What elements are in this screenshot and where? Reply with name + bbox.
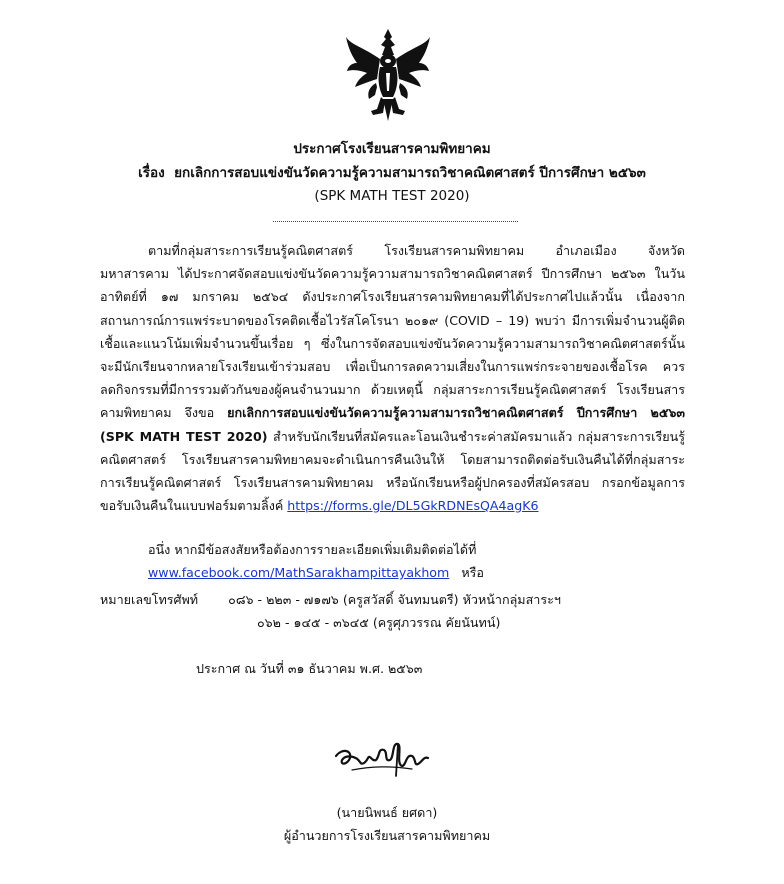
body-line — [100, 494, 685, 517]
announcement-subtitle: (SPK MATH TEST 2020) — [314, 188, 470, 204]
or-text: หรือ — [461, 565, 484, 580]
body-line: การเรียนรู้คณิตศาสตร์ โรงเรียนสารคามพิทยาคม หรือนักเรียนหรือผู้ปกครองที่สมัครสอบ กรอกข้อมูลการ — [100, 474, 685, 490]
body-line: ลดกิจกรรมที่มีการรวมตัวกันของผู้คนจำนวนมาก ด้วยเหตุนี้ กลุ่มสาระการเรียนรู้คณิตศาสตร์ โรงเรียนสาร — [100, 382, 685, 398]
body-line: อาทิตย์ที่ ๑๗ มกราคม ๒๕๖๔ ดังประกาศโรงเรียนสารคามพิทยาคมที่ได้ประกาศไปแล้วนั้น เนื่องจาก — [100, 289, 685, 305]
phone-contact-person: (ครูศุภวรรณ คัยนันทน์) — [372, 615, 501, 630]
body-line: จะมีนักเรียนจากหลายโรงเรียนเข้าร่วมสอบ เพื่อเป็นการลดความเสี่ยงในการแพร่กระจายของเชื้อโรค ควร — [100, 358, 685, 374]
announcement-subject — [0, 164, 784, 182]
body-text: คามพิทยาคม จึงขอ — [100, 405, 215, 421]
phone-row — [257, 613, 500, 633]
phone-number: ๐๖๒ - ๑๔๕ - ๓๖๔๕ — [257, 615, 369, 630]
body-line: สถานการณ์การแพร่ระบาดของโรคติดเชื้อไวรัสโคโรนา ๒๐๑๙ (COVID – 19) พบว่า มีการเพิ่มจำนวนผู้ติด — [100, 312, 685, 328]
cancellation-notice: ยกเลิกการสอบแข่งขันวัดความรู้ความสามารถวิชาคณิตศาสตร์ ปีการศึกษา ๒๕๖๓ — [227, 405, 685, 421]
signature-icon — [332, 736, 432, 781]
subject-label: เรื่อง — [138, 165, 165, 181]
announcement-title: ประกาศโรงเรียนสารคามพิทยาคม — [293, 141, 491, 157]
body-text: สำหรับนักเรียนที่สมัครและโอนเงินชำระค่าสมัครมาแล้ว กลุ่มสาระการเรียนรู้ — [273, 428, 685, 444]
event-name: (SPK MATH TEST 2020) — [100, 428, 268, 444]
refund-form-link[interactable]: https://forms.gle/DL5GkRDNEsQA4agK6 — [287, 498, 539, 514]
body-line — [100, 425, 685, 448]
body-line: คณิตศาสตร์ โรงเรียนสารคามพิทยาคมจะดำเนินการคืนเงินให้ โดยสามารถติดต่อรับเงินคืนได้ที่กลุ่มสาระ — [100, 451, 685, 467]
body-line: ตามที่กลุ่มสาระการเรียนรู้คณิตศาสตร์ โรงเรียนสารคามพิทยาคม อำเภอเมือง จังหวัด — [148, 243, 685, 258]
phone-row — [100, 590, 561, 610]
facebook-row — [148, 561, 484, 584]
contact-intro: อนึ่ง หากมีข้อสงสัยหรือต้องการรายละเอียดเพิ่มเติมติดต่อได้ที่ — [148, 542, 477, 557]
body-line — [100, 401, 685, 424]
body-line: มหาสารคาม ได้ประกาศจัดสอบแข่งขันวัดความรู้ความสามารถวิชาคณิตศาสตร์ ปีการศึกษา ๒๕๖๓ ในวัน — [100, 266, 685, 282]
signer-title: ผู้อำนวยการโรงเรียนสารคามพิทยาคม — [283, 828, 491, 843]
phone-contact-person: (ครูสวัสดิ์ จันทมนตรี) หัวหน้ากลุ่มสาระฯ — [342, 592, 561, 607]
contact-section — [148, 538, 484, 584]
announcement-date: ประกาศ ณ วันที่ ๓๑ ธันวาคม พ.ศ. ๒๕๖๓ — [196, 661, 423, 676]
dotted-divider — [273, 221, 518, 222]
garuda-emblem-icon — [343, 27, 433, 122]
phone-label: หมายเลขโทรศัพท์ — [100, 592, 199, 607]
signer-name: (นายนิพนธ์ ยศดา) — [336, 805, 438, 820]
body-paragraph — [100, 239, 685, 517]
phone-number: ๐๘๖ - ๒๒๓ - ๗๑๗๖ — [228, 592, 339, 607]
body-line: เชื้อและแนวโน้มเพิ่มจำนวนขึ้นเรื่อย ๆ ซึ่งในการจัดสอบแข่งขันวัดความรู้ความสามารถวิชาคณิตศาสตร์นั้น — [100, 335, 685, 351]
subject-text: ยกเลิกการสอบแข่งขันวัดความรู้ความสามารถวิชาคณิตศาสตร์ ปีการศึกษา ๒๕๖๓ — [174, 165, 646, 181]
facebook-link[interactable]: www.facebook.com/MathSarakhampittayakhom — [148, 565, 450, 580]
body-text: ขอรับเงินคืนในแบบฟอร์มตามลิ้งค์ — [100, 498, 284, 514]
